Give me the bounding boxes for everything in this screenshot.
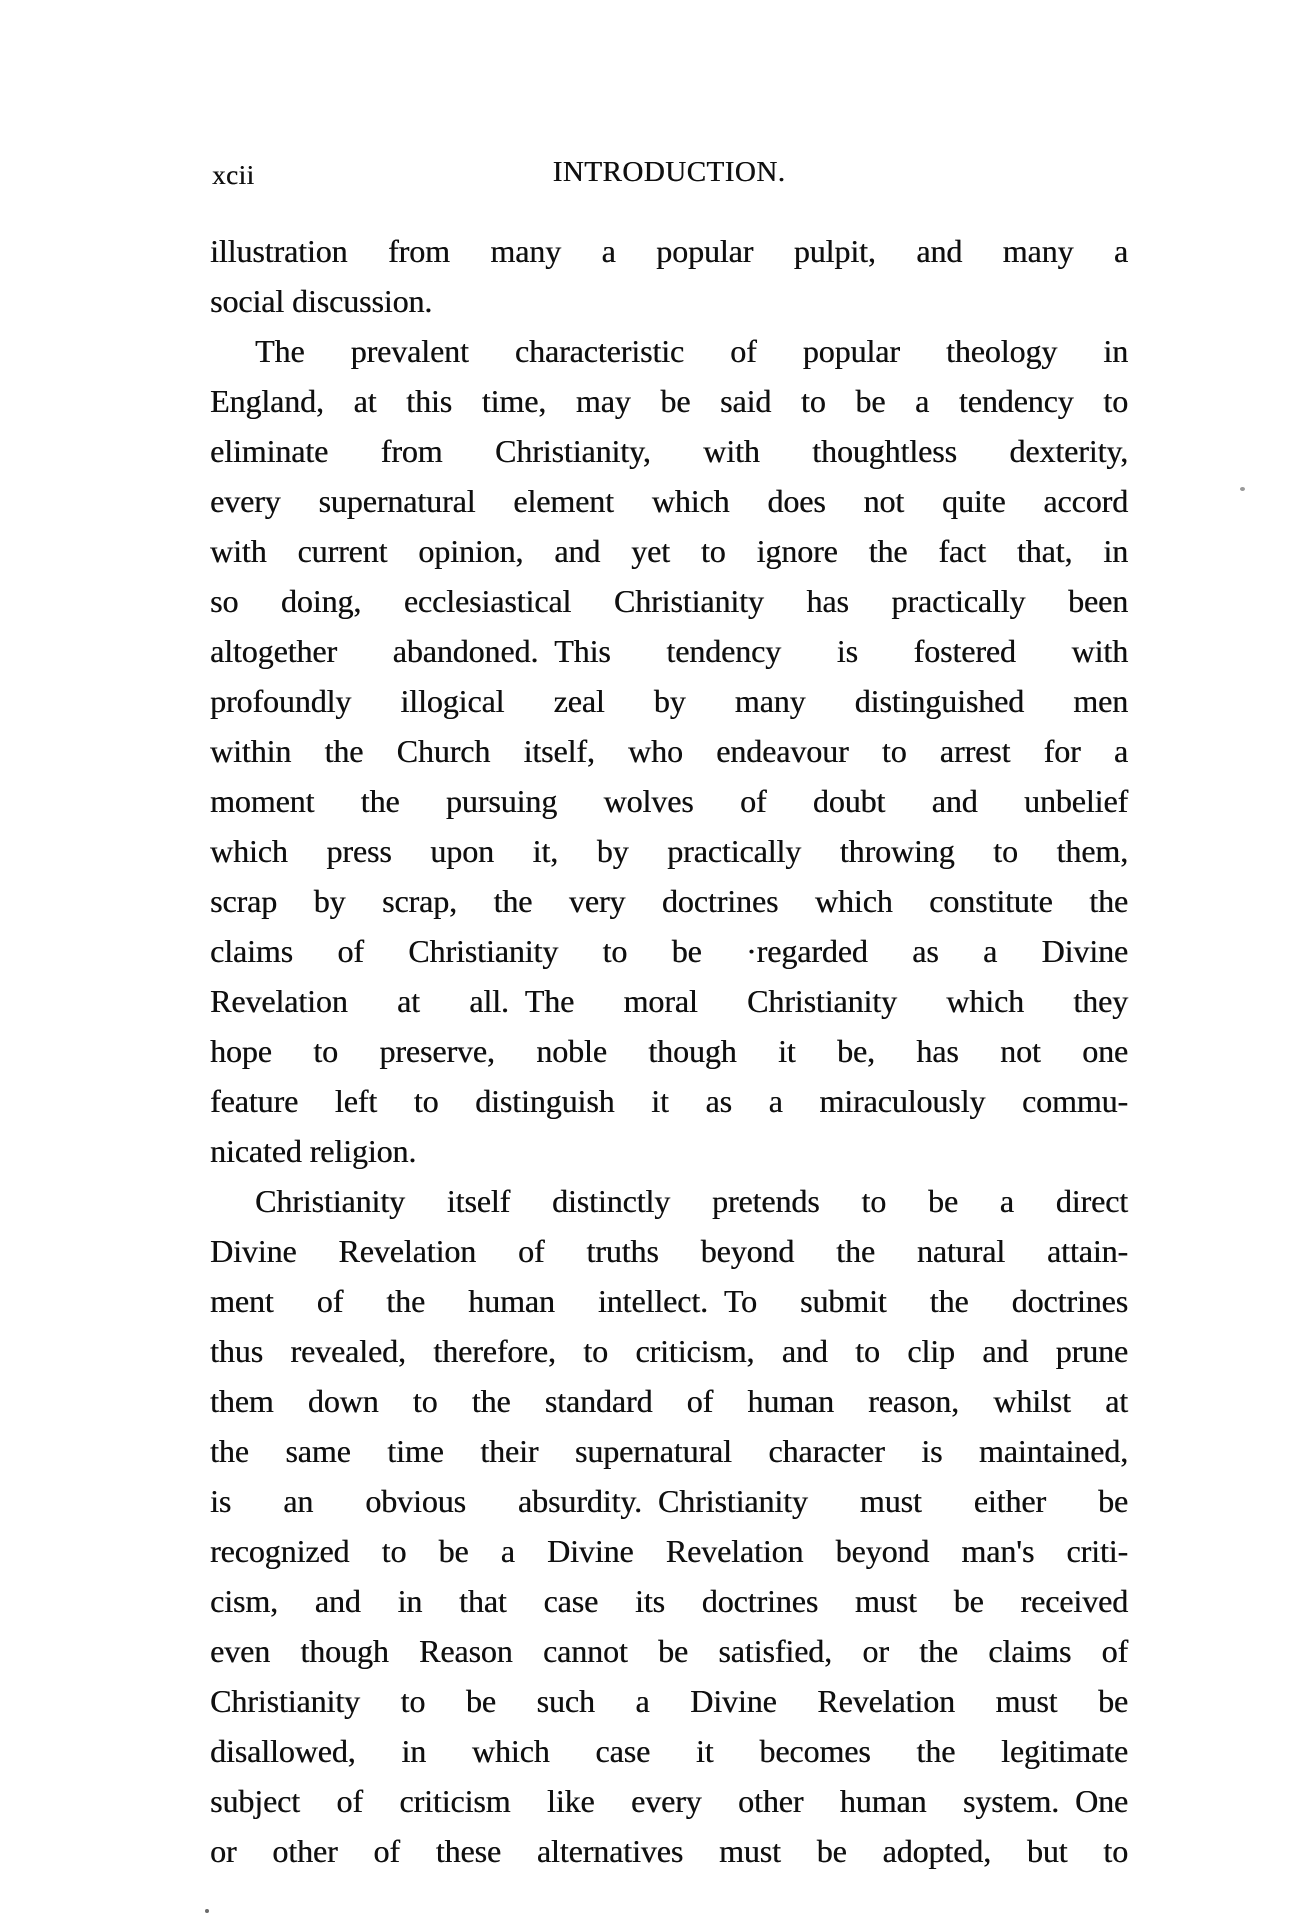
text-line: every supernatural element which does not quite accord — [210, 483, 1128, 519]
text-line: The prevalent characteristic of popular theology in — [255, 333, 1128, 369]
text-line: within the Church itself, who endeavour to arrest for a — [210, 733, 1128, 769]
text-line: hope to preserve, noble though it be, has not one — [210, 1033, 1128, 1069]
running-header — [210, 156, 1128, 192]
text-line: social discussion. — [210, 283, 433, 319]
scan-speck — [205, 1909, 209, 1913]
page-number: xcii — [212, 160, 255, 190]
text-line: Christianity to be such a Divine Revelation must be — [210, 1683, 1128, 1719]
scan-speck — [1240, 487, 1245, 491]
text-line: Divine Revelation of truths beyond the natural attain- — [210, 1233, 1128, 1269]
text-line: them down to the standard of human reason, whilst at — [210, 1383, 1128, 1419]
text-line: subject of criticism like every other human system. One — [210, 1783, 1128, 1819]
text-line: England, at this time, may be said to be a tendency to — [210, 383, 1128, 419]
text-line: with current opinion, and yet to ignore the fact that, in — [210, 533, 1128, 569]
text-line: recognized to be a Divine Revelation beyond man's criti- — [210, 1533, 1128, 1569]
text-line: which press upon it, by practically throwing to them, — [210, 833, 1128, 869]
text-line: ment of the human intellect. To submit the doctrines — [210, 1283, 1128, 1319]
text-line: the same time their supernatural character is maintained, — [210, 1433, 1128, 1469]
text-line: disallowed, in which case it becomes the legitimate — [210, 1733, 1128, 1769]
text-line: even though Reason cannot be satisfied, or the claims of — [210, 1633, 1128, 1669]
text-line: or other of these alternatives must be adopted, but to — [210, 1833, 1128, 1869]
text-line: eliminate from Christianity, with thoughtless dexterity, — [210, 433, 1128, 469]
text-line: illustration from many a popular pulpit, and many a — [210, 233, 1128, 269]
body-text — [210, 226, 1128, 1876]
text-line: scrap by scrap, the very doctrines which constitute the — [210, 883, 1128, 919]
text-line: Revelation at all. The moral Christianity which they — [210, 983, 1128, 1019]
text-line: is an obvious absurdity. Christianity must either be — [210, 1483, 1128, 1519]
text-line: feature left to distinguish it as a miraculously commu- — [210, 1083, 1128, 1119]
text-line: profoundly illogical zeal by many distinguished men — [210, 683, 1128, 719]
text-line: claims of Christianity to be ·regarded as a Divine — [210, 933, 1128, 969]
text-line: so doing, ecclesiastical Christianity has practically been — [210, 583, 1128, 619]
text-line: thus revealed, therefore, to criticism, and to clip and prune — [210, 1333, 1128, 1369]
text-line: moment the pursuing wolves of doubt and unbelief — [210, 783, 1128, 819]
running-title: INTRODUCTION. — [552, 156, 786, 188]
text-line: cism, and in that case its doctrines must be received — [210, 1583, 1128, 1619]
text-line: nicated religion. — [210, 1133, 417, 1169]
text-line: Christianity itself distinctly pretends to be a direct — [255, 1183, 1128, 1219]
text-line: altogether abandoned. This tendency is fostered with — [210, 633, 1128, 669]
